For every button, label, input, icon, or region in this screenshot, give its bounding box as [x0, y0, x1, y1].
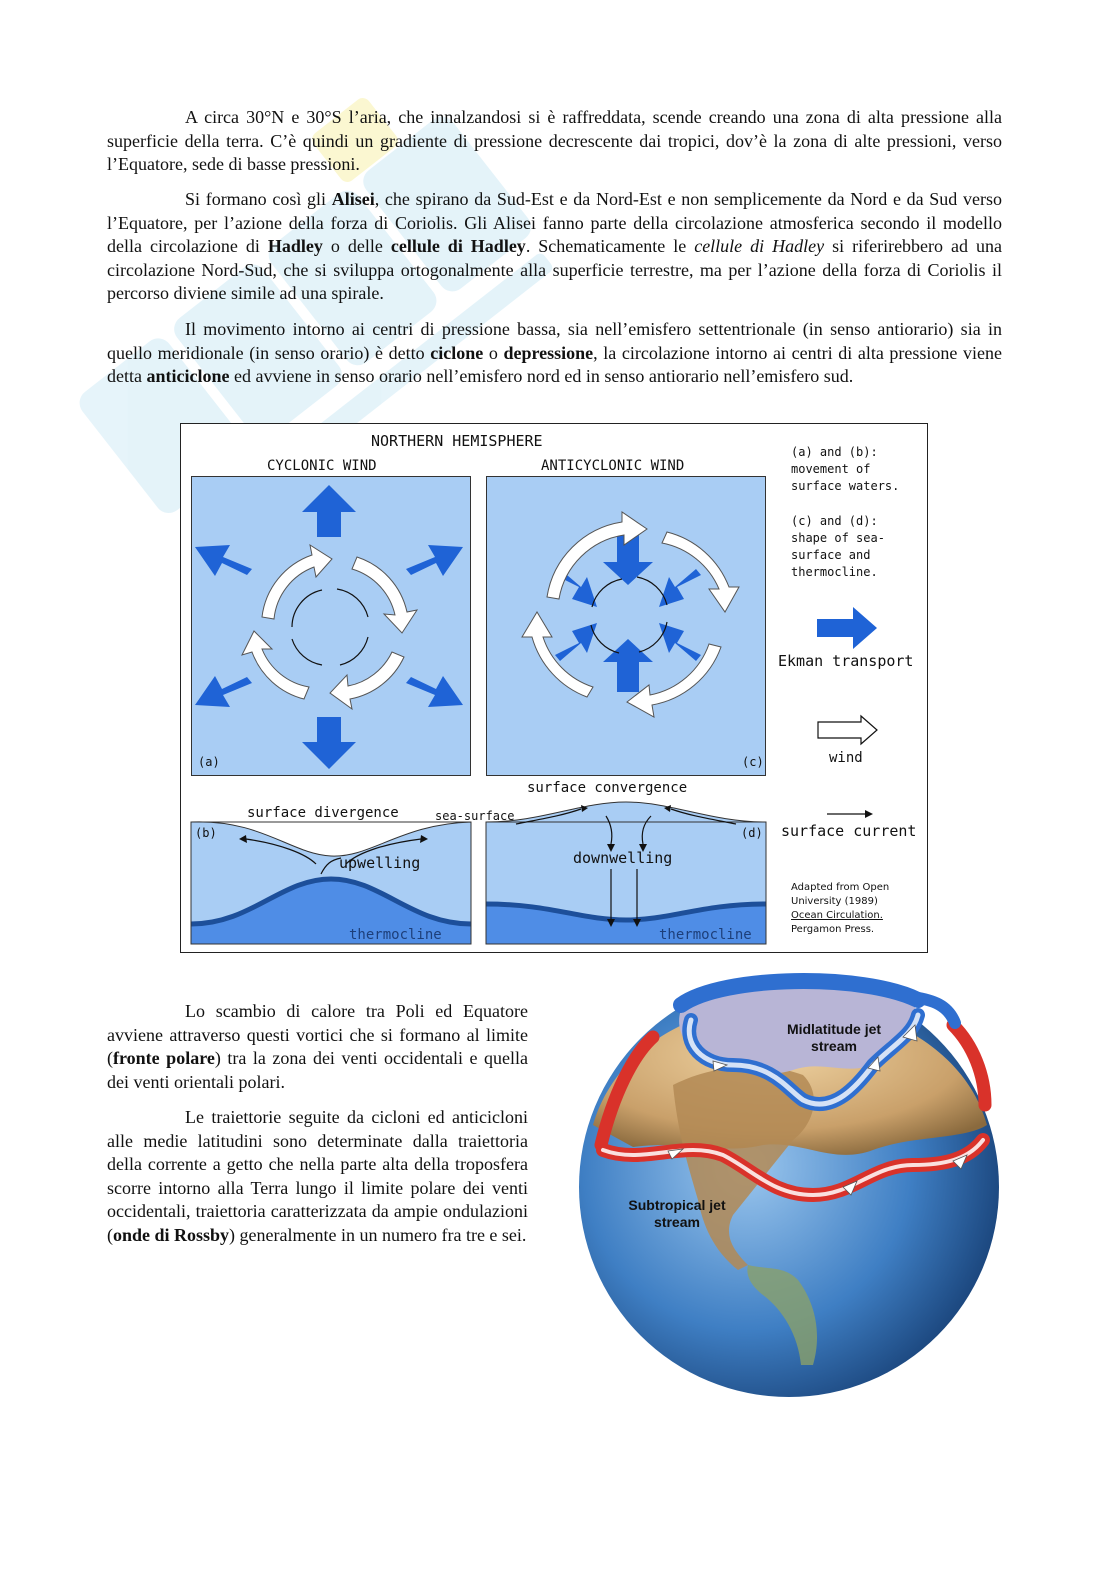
figure-title: NORTHERN HEMISPHERE: [371, 432, 543, 450]
legend-ab: (a) and (b): movement of surface waters.: [791, 445, 900, 493]
thermocline-label-b: thermocline: [349, 927, 442, 943]
ekman-circulation-figure: [180, 423, 928, 953]
cross-section-diagram: [181, 424, 929, 954]
panel-a-label: (a): [198, 755, 220, 769]
sea-surface-label: sea-surface: [435, 809, 515, 823]
surface-convergence-label: surface convergence: [527, 780, 688, 796]
thermocline-label-d: thermocline: [659, 927, 752, 943]
paragraph-trade-winds-pressure: A circa 30°N e 30°S l’aria, che innalzandosi si è raffreddata, scende creando una zona di alta pressione alla superficie della terra. C’è quindi un gradiente di pressione decrescente dai tropici, dov’è la zona di alte pressioni, verso l’Equatore, sede di basse pressioni.: [107, 107, 1002, 175]
midlatitude-jet-label: Midlatitude jet stream: [786, 1021, 882, 1054]
ekman-transport-label: Ekman transport: [778, 652, 914, 670]
paragraph-cyclone: Il movimento intorno ai centri di pressione bassa, sia nell’emisfero settentrionale (in senso antiorario) sia in quello meridionale (in senso orario) è detto ciclone o depressione, la circolazione intorno ai centri di alta pressione viene detta anticiclone ed avviene in senso orario nell’emisfero nord ed in senso antiorario nell’emisfero sud.: [107, 319, 1003, 387]
panel-d-label: (d): [741, 826, 763, 840]
paragraph-alisei: Si formano così gli Alisei, che spirano da Sud-Est e da Nord-Est e non semplicemente da Nord e da Sud verso l’Equatore, per l’azione della forza di Coriolis. Gli Alisei fanno parte della circolazione atmosferica secondo il modello della circolazione di Hadley o delle cellule di Hadley. Schematicamente le cellule di Hadley si riferirebbero ad una circolazione Nord-Sud, che si sviluppa ortogonalmente alla superficie terrestre, ma per l’azione della forza di Coriolis il percorso diviene simile ad una spirale.: [107, 189, 1002, 304]
paragraph-heat-exchange: Lo scambio di calore tra Poli ed Equatore avviene attraverso questi vortici che si formano al limite (fronte polare) tra la zona dei venti occidentali e quella dei venti orientali polari.: [107, 1001, 528, 1092]
surface-current-label: surface current: [781, 822, 917, 840]
upwelling-label: upwelling: [339, 854, 421, 872]
subtropical-jet-label: Subtropical jet stream: [628, 1197, 726, 1230]
panel-c-label: (c): [742, 755, 764, 769]
legend-cd: (c) and (d): shape of sea- surface and thermocline.: [791, 514, 885, 579]
anticyclonic-wind-heading: ANTICYCLONIC WIND: [541, 458, 685, 474]
paragraph-rossby-waves: Le traiettorie seguite da cicloni ed anticicloni alle medie latitudini sono determinate dalla traiettoria della corrente a getto che nella parte alta della troposfera scorre intorno alla Terra lungo il limite polare dei venti occidentali, traiettoria caratterizzata da ampie ondulazioni (onde di Rossby) generalmente in un numero fra tre e sei.: [107, 1107, 528, 1245]
surface-divergence-label: surface divergence: [247, 805, 399, 821]
jet-stream-globe: [573, 965, 1005, 1397]
panel-b-label: (b): [195, 826, 217, 840]
figure-credit: Adapted from Open University (1989) Ocean Circulation. Pergamon Press.: [791, 882, 890, 935]
cyclonic-wind-heading: CYCLONIC WIND: [267, 458, 377, 474]
wind-label: wind: [829, 750, 863, 766]
downwelling-label: downwelling: [573, 849, 673, 867]
